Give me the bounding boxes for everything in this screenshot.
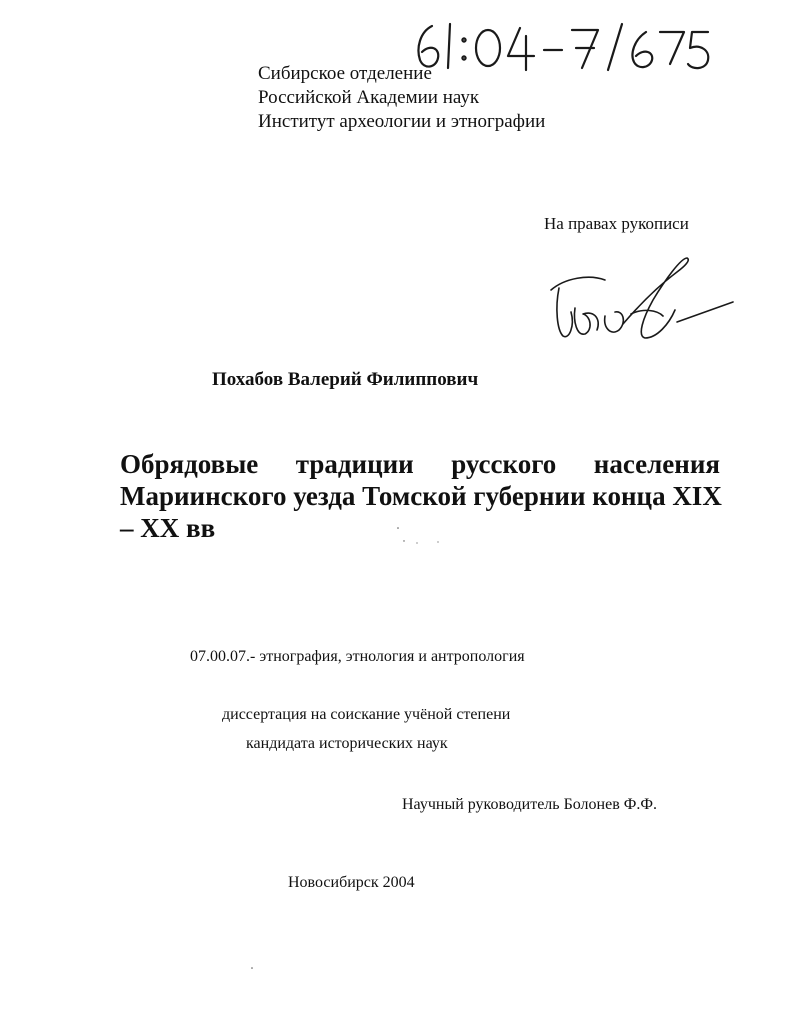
dissertation-title bbox=[120, 448, 720, 544]
signature-drawing bbox=[545, 250, 735, 345]
organization-line: Российской Академии наук bbox=[258, 87, 480, 108]
author-name: Похабов Валерий Филиппович bbox=[212, 369, 479, 390]
title-line: Обрядовые традиции русского населения bbox=[120, 449, 720, 479]
scientific-supervisor: Научный руководитель Болонев Ф.Ф. bbox=[402, 796, 658, 813]
title-line: – XX вв bbox=[120, 513, 216, 543]
organization-line: Институт археологии и этнографии bbox=[258, 111, 546, 132]
handwritten-archive-code-drawing bbox=[412, 18, 712, 78]
author-signature bbox=[545, 250, 735, 345]
organization-line: Сибирское отделение bbox=[258, 63, 432, 84]
handwritten-archive-code bbox=[412, 18, 712, 78]
city-year: Новосибирск 2004 bbox=[288, 874, 415, 891]
rights-notice: На правах рукописи bbox=[544, 214, 689, 233]
degree-line: кандидата исторических наук bbox=[246, 735, 448, 752]
degree-line: диссертация на соискание учёной степени bbox=[222, 706, 511, 723]
specialty-code: 07.00.07.- этнография, этнология и антропология bbox=[190, 648, 525, 665]
title-line: Мариинского уезда Томской губернии конца XIX bbox=[120, 481, 722, 511]
